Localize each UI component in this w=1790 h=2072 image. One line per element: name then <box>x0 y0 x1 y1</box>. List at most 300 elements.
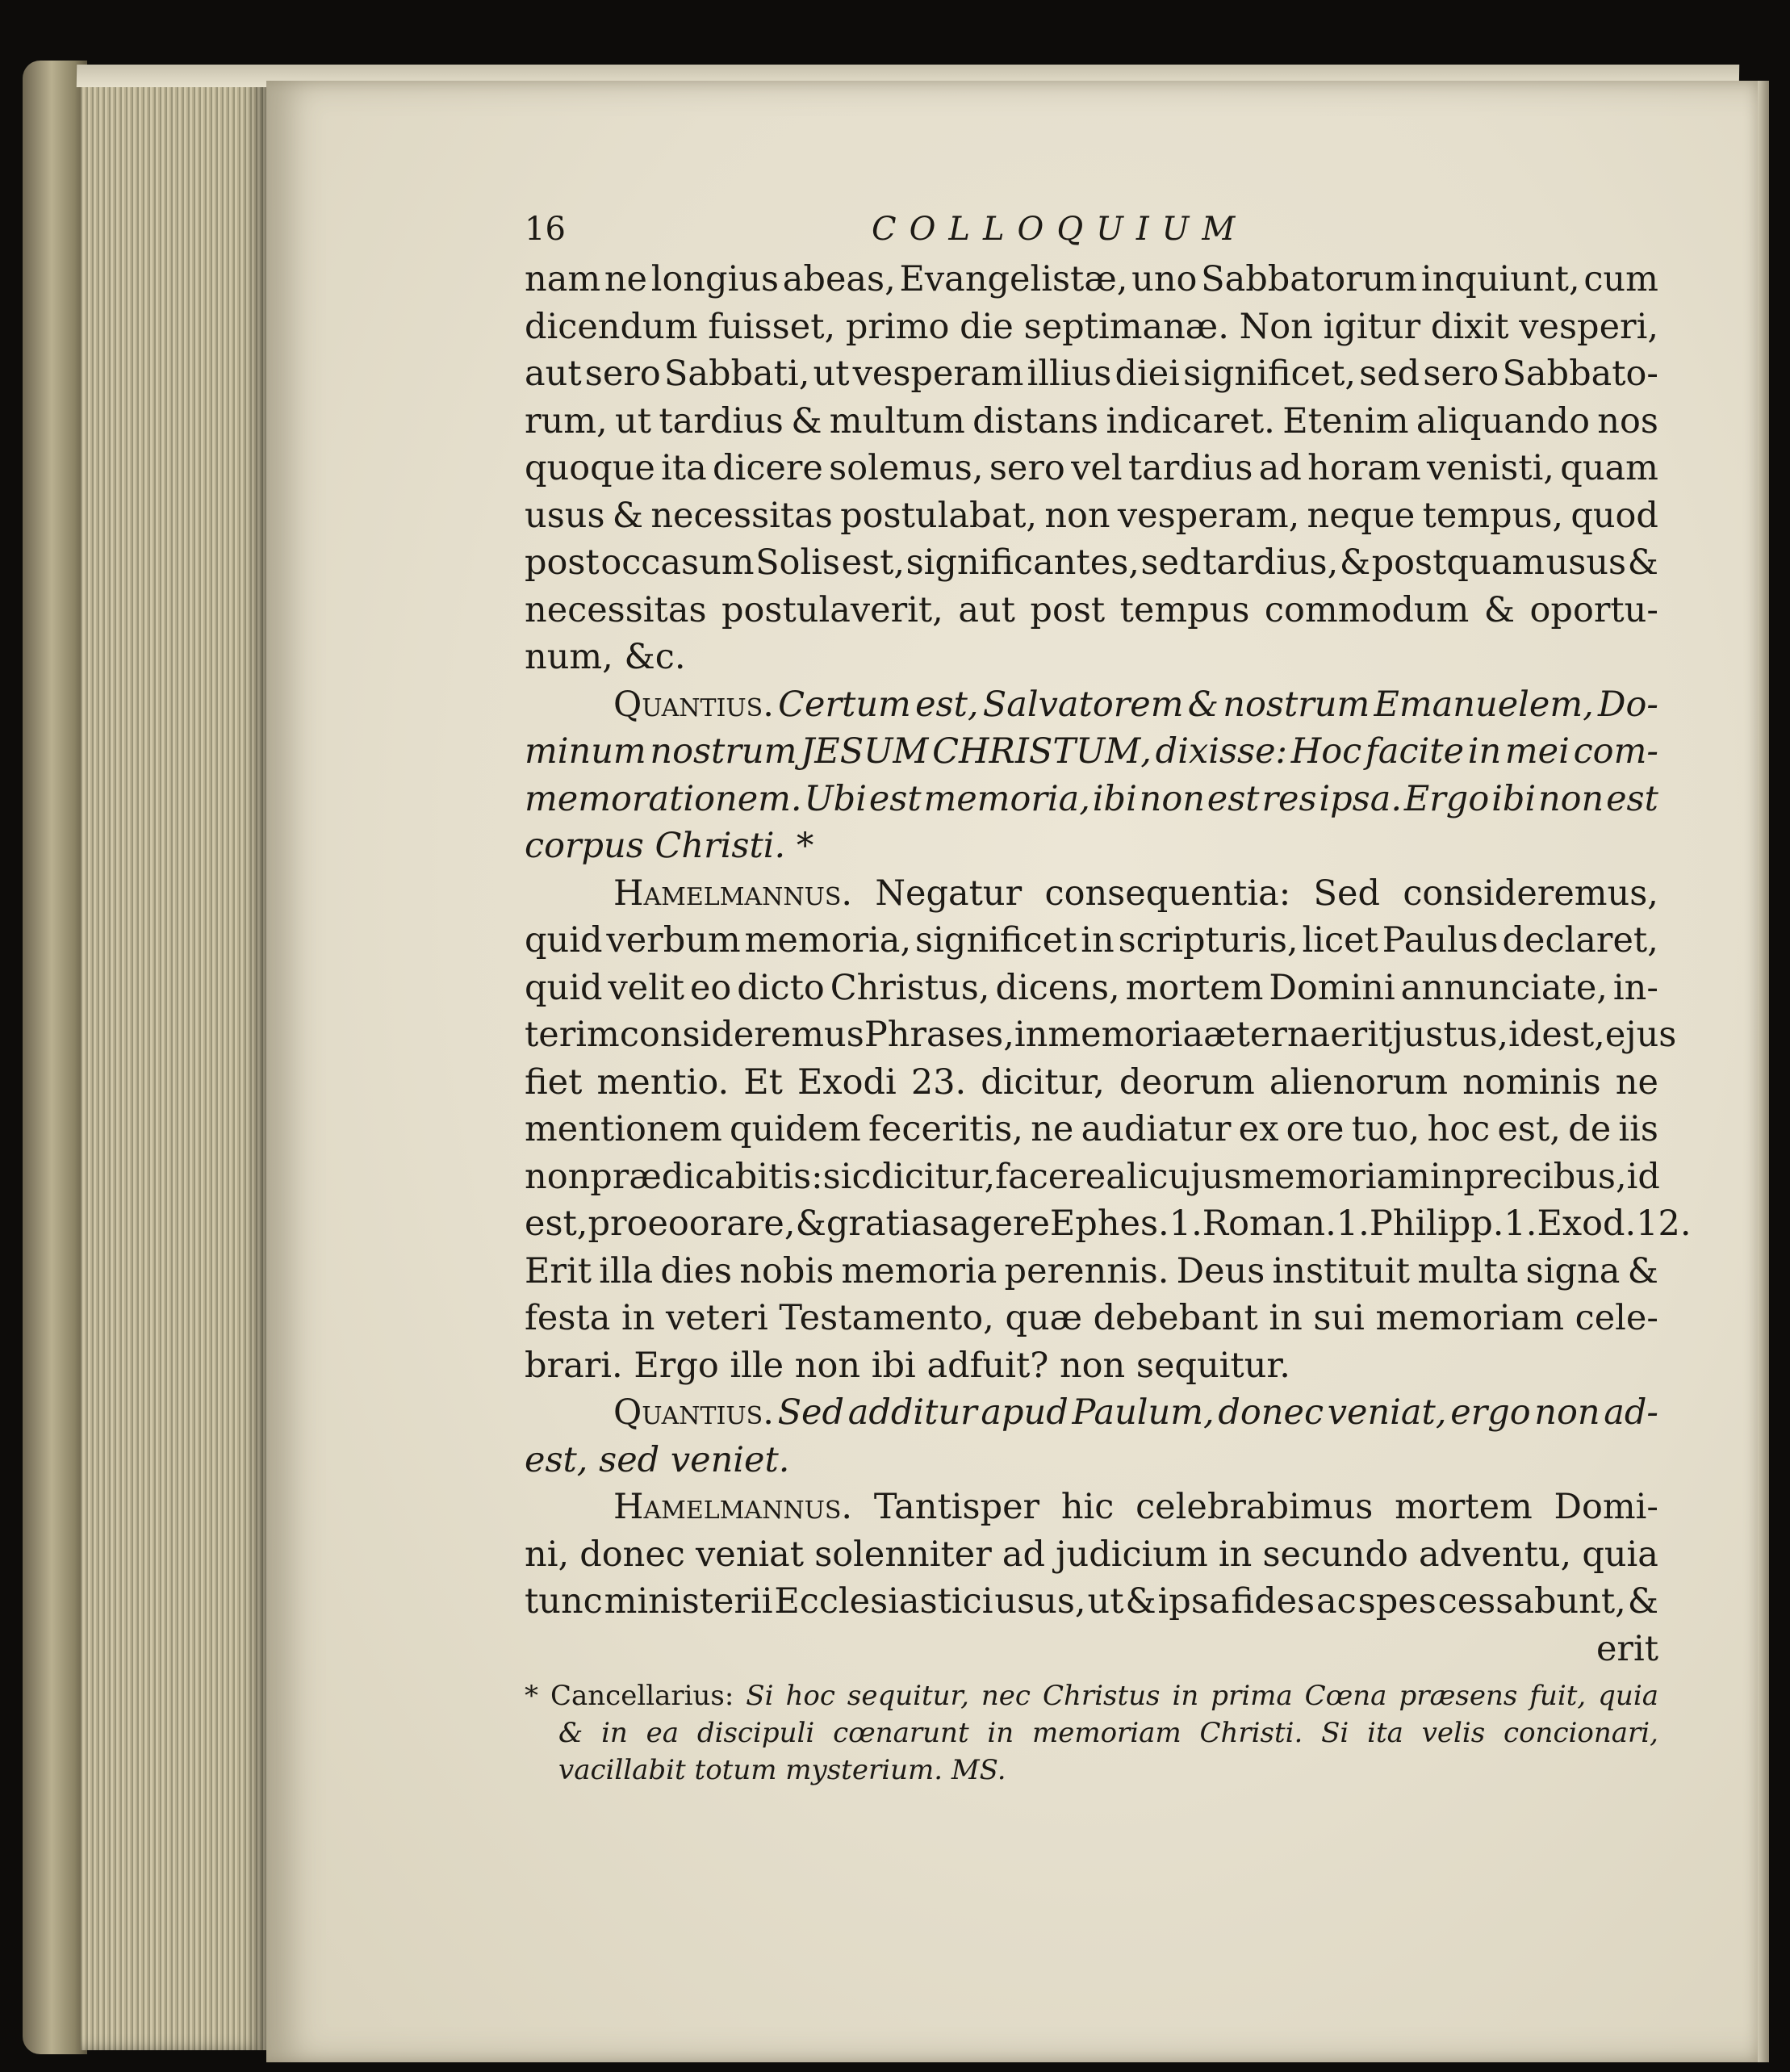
word: & <box>1339 542 1371 583</box>
text-line <box>525 1059 1658 1107</box>
word: Paulum, <box>1072 1392 1215 1433</box>
word: est, <box>1541 1015 1605 1055</box>
text-line <box>525 1484 1658 1531</box>
word: 12. <box>1636 1203 1692 1244</box>
word: ad <box>1002 1534 1046 1575</box>
word: mortem <box>1395 1487 1533 1527</box>
word: dies <box>660 1250 733 1291</box>
word: memoria, <box>923 778 1090 819</box>
word: CHRISTUM, <box>932 731 1152 772</box>
word: sui <box>1313 1298 1365 1338</box>
word: & <box>791 400 822 442</box>
word: inquiunt, <box>1420 259 1580 299</box>
word: adventu, <box>1418 1534 1572 1575</box>
word: vel <box>1071 448 1123 488</box>
word: solemus, <box>829 448 984 488</box>
text-line <box>525 1295 1658 1342</box>
word: corpus <box>525 826 655 866</box>
word: * <box>796 826 814 866</box>
word: memorationem. <box>525 778 802 819</box>
word: mysterium. <box>785 1754 951 1786</box>
word: in <box>1172 1680 1199 1712</box>
word: licet <box>1302 920 1378 961</box>
word: nam <box>525 259 601 299</box>
word: nostrum <box>650 731 797 772</box>
word: veniet. <box>670 1439 790 1480</box>
word: cœnarunt <box>833 1717 969 1749</box>
page-number: 16 <box>525 211 566 248</box>
footnote <box>525 1677 1658 1789</box>
word: nobis <box>739 1250 834 1291</box>
word: ad- <box>1604 1392 1658 1433</box>
text-line <box>525 1200 1692 1248</box>
word: Exod. <box>1537 1203 1637 1244</box>
word: quæ <box>1005 1298 1083 1338</box>
word: Ergo <box>634 1345 730 1386</box>
word: sero <box>1423 354 1499 394</box>
word: veteri <box>665 1298 768 1338</box>
word: abeas, <box>782 259 896 299</box>
text-line <box>525 1011 1677 1059</box>
word: Evangelistæ, <box>899 259 1128 299</box>
word: sero <box>584 354 661 394</box>
word: est <box>1207 778 1260 819</box>
word: Non <box>1239 306 1313 347</box>
word: memoriam <box>1031 1717 1181 1749</box>
word: pro <box>588 1203 648 1244</box>
word: ejus <box>1604 1015 1677 1055</box>
word: & <box>612 495 644 536</box>
catchword: erit <box>1596 1628 1658 1669</box>
word: in <box>1218 1534 1253 1575</box>
word: in <box>1429 1156 1464 1197</box>
word: Cancellarius: <box>550 1680 734 1712</box>
word: Ecclesiastici <box>774 1581 993 1622</box>
word: longius <box>650 259 780 299</box>
word: quoque <box>525 448 655 488</box>
word: sed <box>1359 354 1420 394</box>
word: est <box>1606 778 1658 819</box>
word: Erit <box>525 1250 592 1291</box>
text-line <box>525 917 1658 965</box>
word: sequitur. <box>1135 1345 1290 1386</box>
word: gratias <box>826 1203 950 1244</box>
word: alienorum <box>1269 1061 1449 1103</box>
word: Philipp. <box>1369 1203 1504 1244</box>
word: ibi <box>1092 778 1137 819</box>
word: mentionem <box>525 1109 722 1149</box>
speaker-name: Hamelmannus. <box>613 873 853 914</box>
word: & <box>1627 1250 1658 1291</box>
word: postulaverit, <box>721 589 943 630</box>
word: Sabbati, <box>663 354 810 394</box>
word: donec <box>1218 1392 1324 1433</box>
word: consequentia: <box>1044 873 1291 914</box>
word: fides <box>1231 1581 1315 1622</box>
word: fuisset, <box>708 306 836 347</box>
word: non <box>1139 778 1205 819</box>
word: in <box>601 1717 628 1749</box>
word: in <box>621 1298 655 1338</box>
word: ne <box>1615 1061 1658 1103</box>
word: occasum <box>600 542 755 583</box>
word: veniat <box>695 1534 805 1575</box>
word: non <box>1534 1392 1600 1433</box>
word: Salvatorem <box>982 684 1184 725</box>
word: Si <box>1321 1717 1349 1749</box>
word: igitur <box>1323 306 1421 347</box>
word: vesperam <box>852 354 1024 394</box>
word: ergo <box>1450 1392 1531 1433</box>
word: 1. <box>1336 1203 1370 1244</box>
word: de <box>1568 1109 1612 1149</box>
word: annunciate, <box>1400 967 1608 1008</box>
text-line <box>525 1106 1658 1153</box>
word: & <box>1627 1581 1658 1622</box>
word: prima <box>1211 1680 1293 1712</box>
word: ore <box>1286 1109 1345 1149</box>
word: id <box>1508 1015 1542 1055</box>
word: ipsa. <box>1319 778 1403 819</box>
word: velit <box>608 967 684 1008</box>
text-line <box>525 823 1658 870</box>
word: præsens <box>1399 1680 1518 1712</box>
word: sequitur, <box>847 1680 969 1712</box>
word: cum <box>1583 259 1658 299</box>
footnote-line <box>525 1752 1658 1789</box>
word: Si <box>746 1680 774 1712</box>
word: neque <box>1307 495 1416 536</box>
word: Christus, <box>830 967 990 1008</box>
word: ut <box>615 400 652 442</box>
text-line <box>525 1437 1658 1484</box>
word: ad <box>1258 448 1302 488</box>
word: apud <box>981 1392 1069 1433</box>
word: justus, <box>1392 1015 1509 1055</box>
word: spes <box>1357 1581 1437 1622</box>
word: declaret, <box>1502 920 1658 961</box>
word: cele- <box>1575 1298 1658 1338</box>
word: ex <box>1238 1109 1279 1149</box>
word: Hoc <box>1290 731 1362 772</box>
word: diei <box>1115 354 1180 394</box>
word: nostrum <box>1223 684 1370 725</box>
word: tardius <box>659 400 784 442</box>
word: * <box>525 1680 538 1712</box>
word: est <box>868 778 922 819</box>
word: ibi <box>1491 778 1537 819</box>
word: dicitur, <box>981 1061 1105 1103</box>
text-line <box>525 587 1658 634</box>
word: post <box>525 542 600 583</box>
word: in <box>1269 1298 1303 1338</box>
word: 1. <box>1504 1203 1537 1244</box>
word: Ergo <box>1403 778 1490 819</box>
word: non <box>525 1156 591 1197</box>
word: quam <box>1560 448 1658 488</box>
speaker-name: Quantius. <box>613 1392 774 1433</box>
word: dixisse: <box>1155 731 1288 772</box>
word: Sed <box>1313 873 1380 914</box>
word: ut <box>1087 1581 1124 1622</box>
text-line <box>525 445 1658 492</box>
word: non <box>1537 778 1604 819</box>
word: 23. <box>910 1061 967 1103</box>
word: sic <box>822 1156 872 1197</box>
text-line <box>525 681 1658 729</box>
word: illa <box>599 1250 654 1291</box>
word: quidem <box>730 1109 861 1149</box>
word: æterna <box>1203 1015 1331 1055</box>
word: MS. <box>951 1754 1006 1786</box>
word: nos <box>1597 400 1658 442</box>
text-line <box>525 776 1658 823</box>
word: indicaret. <box>1106 400 1275 442</box>
word: adfuit? <box>926 1345 1060 1386</box>
word: ni, <box>525 1534 570 1575</box>
word: erit <box>1330 1015 1393 1055</box>
word: verbum <box>606 920 741 961</box>
word: multa <box>1417 1250 1519 1291</box>
word: & <box>1125 1581 1156 1622</box>
word: deorum <box>1119 1061 1255 1103</box>
word: eo <box>647 1203 689 1244</box>
word: dicendum <box>525 306 698 347</box>
word: secundo <box>1262 1534 1408 1575</box>
word: die <box>960 306 1014 347</box>
word: res <box>1261 778 1317 819</box>
text-line <box>525 1153 1658 1201</box>
word: illius <box>1027 354 1112 394</box>
text-line <box>525 965 1658 1012</box>
word: ministerii <box>604 1581 773 1622</box>
text-line <box>525 350 1658 398</box>
word: ne <box>1031 1109 1074 1149</box>
word: quia <box>1582 1534 1658 1575</box>
word: significantes, <box>905 542 1140 583</box>
word: primo <box>845 306 950 347</box>
word: oportu- <box>1529 589 1658 630</box>
word: fiet <box>525 1061 583 1103</box>
word: & <box>1483 589 1516 630</box>
word: Christi. <box>1199 1717 1303 1749</box>
word: consideremus <box>619 1015 864 1055</box>
word: Domi- <box>1554 1487 1658 1527</box>
word: Deus <box>1176 1250 1265 1291</box>
word: scripturis, <box>1118 920 1299 961</box>
word: festa <box>525 1298 611 1338</box>
word: est, <box>525 1203 588 1244</box>
word: totum <box>694 1754 786 1786</box>
word: com- <box>1573 731 1658 772</box>
text-line <box>525 1578 1658 1626</box>
word: audiatur <box>1081 1109 1232 1149</box>
word: Ephes. <box>1049 1203 1169 1244</box>
word: Sed <box>777 1392 845 1433</box>
word: precibus, <box>1463 1156 1627 1197</box>
word: dixit <box>1430 306 1509 347</box>
word: & <box>558 1717 583 1749</box>
word: solenniter <box>814 1534 992 1575</box>
text-line <box>525 1248 1658 1296</box>
word: memoria, <box>744 920 912 961</box>
text-line <box>525 1389 1658 1437</box>
word: brari. <box>525 1345 634 1386</box>
word: 1. <box>1169 1203 1202 1244</box>
word: memoria <box>1048 1015 1204 1055</box>
body-text <box>525 256 1692 1626</box>
text-line <box>525 539 1658 587</box>
word: quia <box>1598 1680 1658 1712</box>
word: consideremus, <box>1403 873 1658 914</box>
footnote-line <box>525 1677 1658 1714</box>
word: aut <box>525 354 582 394</box>
word: Cœna <box>1304 1680 1387 1712</box>
word: quid <box>525 920 603 961</box>
word: aliquando <box>1416 400 1590 442</box>
text-line <box>525 398 1658 446</box>
word: ea <box>646 1717 680 1749</box>
word: celebrabimus <box>1135 1487 1374 1527</box>
text-line <box>525 303 1658 351</box>
word: hoc <box>785 1680 835 1712</box>
word: post <box>1030 589 1106 630</box>
word: quod <box>1570 495 1658 536</box>
word: uno <box>1131 259 1198 299</box>
word: ille <box>730 1345 795 1386</box>
footnote-line <box>525 1714 1658 1752</box>
word: nominis <box>1462 1061 1601 1103</box>
word: multum <box>829 400 965 442</box>
word: Ubi <box>804 778 867 819</box>
word: num, <box>525 637 625 677</box>
word: in <box>1081 920 1115 961</box>
word: rum, <box>525 400 608 442</box>
speaker-name: Quantius. <box>613 684 774 725</box>
word: facere <box>995 1156 1106 1197</box>
word: ita <box>661 448 707 488</box>
word: mortem <box>1125 967 1264 1008</box>
word: in <box>987 1717 1014 1749</box>
word: ac <box>1316 1581 1357 1622</box>
word: debebant <box>1093 1298 1258 1338</box>
word: iis <box>1618 1109 1658 1149</box>
word: mei <box>1504 731 1570 772</box>
text-line <box>525 1342 1658 1390</box>
text-line <box>525 256 1658 303</box>
page-edges <box>81 69 266 2050</box>
word: minum <box>525 731 646 772</box>
word: necessitas <box>525 589 707 630</box>
word: tuo, <box>1351 1109 1420 1149</box>
word: Exodi <box>797 1061 897 1103</box>
text-line <box>525 492 1658 540</box>
word: ipsa <box>1157 1581 1230 1622</box>
word: vacillabit <box>558 1754 695 1786</box>
word: memoriam <box>1241 1156 1430 1197</box>
word: vesperi, <box>1519 306 1658 347</box>
word: Do- <box>1598 684 1658 725</box>
word: Sabbato- <box>1502 354 1658 394</box>
word: quid <box>525 967 603 1008</box>
word: Negatur <box>875 873 1023 914</box>
word: dicere <box>713 448 823 488</box>
word: septimanæ. <box>1023 306 1229 347</box>
word: est, <box>525 1439 600 1480</box>
word: non <box>1059 1345 1136 1386</box>
catchword-line <box>525 1626 1658 1673</box>
word: terim <box>525 1015 620 1055</box>
text-line <box>525 728 1658 776</box>
word: Domini <box>1269 967 1395 1008</box>
word: tardius <box>1127 448 1253 488</box>
word: agere <box>949 1203 1050 1244</box>
word: aut <box>958 589 1015 630</box>
word: prædicabitis: <box>590 1156 823 1197</box>
word: & <box>1627 542 1658 583</box>
word: in <box>1467 731 1502 772</box>
word: tempus, <box>1422 495 1564 536</box>
text-line <box>525 634 1658 681</box>
word: feceritis, <box>868 1109 1023 1149</box>
word: donec <box>579 1534 685 1575</box>
word: usus, <box>994 1581 1086 1622</box>
word: commodum <box>1264 589 1470 630</box>
word: perennis. <box>1004 1250 1169 1291</box>
word: Christus <box>1042 1680 1161 1712</box>
word: tempus <box>1119 589 1250 630</box>
word: velis <box>1421 1717 1486 1749</box>
word: concionari, <box>1504 1717 1658 1749</box>
word: usus <box>1545 542 1627 583</box>
word: vesperam, <box>1117 495 1300 536</box>
word: horam <box>1307 448 1421 488</box>
word: & <box>795 1203 826 1244</box>
word: Emanuelem, <box>1374 684 1594 725</box>
word: facite <box>1365 731 1465 772</box>
word: Christi. <box>655 826 797 866</box>
word: distans <box>972 400 1099 442</box>
word: hic <box>1060 1487 1115 1527</box>
word: memoria <box>841 1250 997 1291</box>
word: fuit, <box>1529 1680 1587 1712</box>
word: tardius, <box>1202 542 1339 583</box>
word: & <box>1187 684 1219 725</box>
word: sero <box>989 448 1065 488</box>
text-line <box>525 870 1658 918</box>
word: est, <box>915 684 979 725</box>
speaker-name: Hamelmannus. <box>613 1487 853 1527</box>
word: non <box>1044 495 1110 536</box>
word: Paulus <box>1382 920 1499 961</box>
running-title: COLLOQUIUM <box>872 211 1248 248</box>
text-line <box>525 1531 1658 1579</box>
word: &c. <box>624 637 686 677</box>
word: eo <box>689 967 732 1008</box>
word: sed <box>1140 542 1202 583</box>
word: necessitas <box>650 495 833 536</box>
word: usus <box>525 495 605 536</box>
word: est, <box>841 542 905 583</box>
word: ita <box>1367 1717 1403 1749</box>
word: cessabunt, <box>1437 1581 1626 1622</box>
word: alicujus <box>1106 1156 1242 1197</box>
word: sed <box>599 1439 671 1480</box>
word: nec <box>981 1680 1031 1712</box>
word: ut <box>813 354 850 394</box>
word: non <box>794 1345 872 1386</box>
page-header <box>525 206 1658 256</box>
